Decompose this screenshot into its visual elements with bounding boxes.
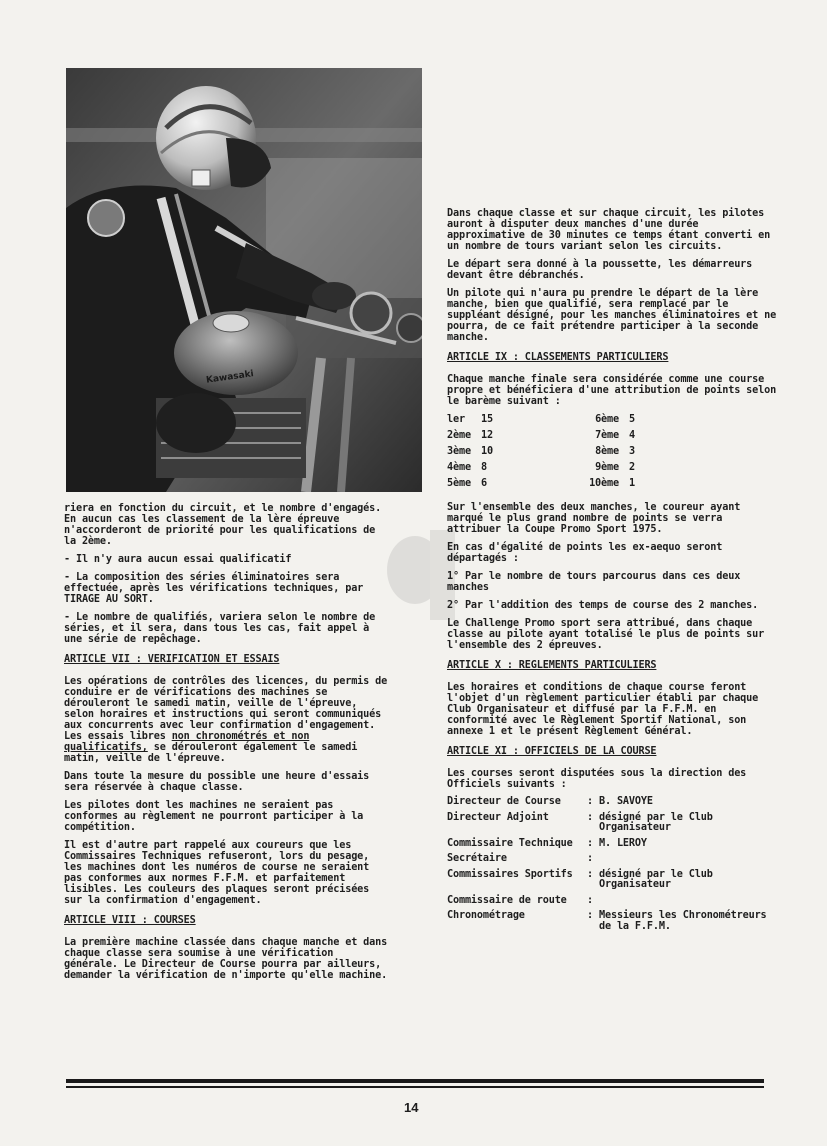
article-7-text-b: se dérouleront également le samedi matin, veille de l'épreuve.: [64, 742, 358, 764]
footer-rule-thin: [66, 1086, 764, 1088]
article-10-heading: ARTICLE X : REGLEMENTS PARTICULIERS: [447, 660, 657, 671]
article-9-heading: ARTICLE IX : CLASSEMENTS PARTICULIERS: [447, 352, 669, 363]
footer-rule-thick: [66, 1079, 764, 1083]
table-row: Chronométrage : Messieurs les Chronométreurs de la F.F.M.: [447, 910, 767, 932]
start-paragraph: Le départ sera donné à la poussette, les démarreurs devant être débranchés.: [447, 259, 753, 281]
svg-text:Kawasaki: Kawasaki: [205, 369, 255, 386]
article-9-paragraph-3: En cas d'égalité de points les ex-aequo seront départagés :: [447, 542, 723, 564]
article-7-text-a: Les opérations de contrôles des licences, du permis de conduire er de vérifications des machines se dérouleront le samedi matin, veille de l'épreuve, selon horaires et instructions qui seront communiqués aux concurrents avec leur confirmation d'engagement. Les essais libres: [64, 676, 388, 742]
table-row: Commissaire de route :: [447, 894, 593, 906]
bullet-no-qualifying: - Il n'y aura aucun essai qualificatif: [64, 554, 292, 565]
article-9-paragraph-4: 1° Par le nombre de tours parcourus dans ces deux manches: [447, 571, 741, 593]
table-row: 3ème 10 8ème 3: [447, 446, 635, 457]
article-7-paragraph-3: Les pilotes dont les machines ne seraient pas conformes au règlement ne pourront participer à la compétition.: [64, 800, 364, 833]
article-9-paragraph-2: Sur l'ensemble des deux manches, le coureur ayant marqué le plus grand nombre de points se verra attribuer la Coupe Promo Sport 1975.: [447, 502, 741, 535]
article-7-paragraph-4: Il est d'autre part rappelé aux coureurs que les Commissaires Techniques refuseront, lors du pesage, les machines dont les numéros de course ne seraient pas conformes aux normes F.F.M. et parfaitement lisibles. Les couleurs des plaques seront précisées sur la confirmation d'engagement.: [64, 840, 370, 906]
table-row: ler 15 6ème 5: [447, 414, 635, 425]
article-8-heading: ARTICLE VIII : COURSES: [64, 915, 196, 926]
officials-table: [447, 797, 777, 937]
article-7-paragraph-1: [64, 676, 392, 764]
substitute-paragraph: Un pilote qui n'aura pu prendre le départ de la lère manche, bien que qualifié, sera remplacé par le suppléant désigné, pour les manches éliminatoires et ne pourra, de ce fait prétendre participer à la seconde manche.: [447, 288, 777, 343]
article-11-heading: ARTICLE XI : OFFICIELS DE LA COURSE: [447, 746, 657, 757]
bullet-series-composition: - La composition des séries éliminatoires sera effectuée, après les vérifications techniques, par TIRAGE AU SORT.: [64, 572, 364, 605]
article-8-paragraph-1: La première machine classée dans chaque manche et dans chaque classe sera soumise à une vérification générale. Le Directeur de Course pourra par ailleurs, demander la vérification de n'importe qu'elle machine.: [64, 937, 388, 981]
race-format-paragraph: Dans chaque classe et sur chaque circuit, les pilotes auront à disputer deux manches d'une durée approximative de 30 minutes ce temps étant converti en un nombre de tours variant selon les circuits.: [447, 208, 771, 252]
article-11-paragraph-1: Les courses seront disputées sous la direction des Officiels suivants :: [447, 768, 747, 790]
left-text-column: [64, 503, 392, 988]
motorcycle-rider-photo: [66, 68, 422, 492]
bullet-qualified-count: - Le nombre de qualifiés, variera selon le nombre de séries, et il sera, dans tous les cas, fait appel à une série de repêchage.: [64, 612, 376, 645]
table-row: 2ème 12 7ème 4: [447, 430, 635, 441]
table-row: Directeur de Course : B. SAVOYE: [447, 796, 653, 807]
page-number: 14: [404, 1100, 419, 1115]
table-row: 4ème 8 9ème 2: [447, 462, 635, 473]
article-9-paragraph-5: 2° Par l'addition des temps de course des 2 manches.: [447, 600, 759, 611]
table-row: 5ème 6 10ème 1: [447, 478, 635, 489]
article-7-underlined-text: non chronométrés et non qualificatifs,: [64, 731, 310, 753]
table-row: Directeur Adjoint : désigné par le Club Organisateur: [447, 811, 713, 833]
table-row: Commissaires Sportifs : désigné par le Club Organisateur: [447, 868, 713, 890]
article-7-paragraph-2: Dans toute la mesure du possible une heure d'essais sera réservée à chaque classe.: [64, 771, 370, 793]
article-10-paragraph-1: Les horaires et conditions de chaque course feront l'objet d'un règlement particulier établi par chaque Club Organisateur et diffusé par la F.F.M. en conformité avec le Règlement Sportif National, son annexe 1 et le présent Règlement Général.: [447, 682, 759, 737]
article-9-paragraph-6: Le Challenge Promo sport sera attribué, dans chaque classe au pilote ayant totalisé le plus de points sur l'ensemble des 2 épreuves.: [447, 618, 765, 651]
article-9-paragraph-1: Chaque manche finale sera considérée comme une course propre et bénéficiera d'une attribution de points selon le barème suivant :: [447, 374, 777, 407]
article-7-heading: ARTICLE VII : VERIFICATION ET ESSAIS: [64, 654, 280, 665]
table-row: Commissaire Technique : M. LEROY: [447, 837, 647, 849]
continued-paragraph: riera en fonction du circuit, et le nombre d'engagés. En aucun cas les classement de la lère épreuve n'accorderont de priorité pour les qualifications de la 2ème.: [64, 503, 382, 547]
table-row: Secrétaire :: [447, 853, 593, 864]
right-text-column: [447, 208, 777, 937]
points-scale-table: [447, 414, 635, 494]
